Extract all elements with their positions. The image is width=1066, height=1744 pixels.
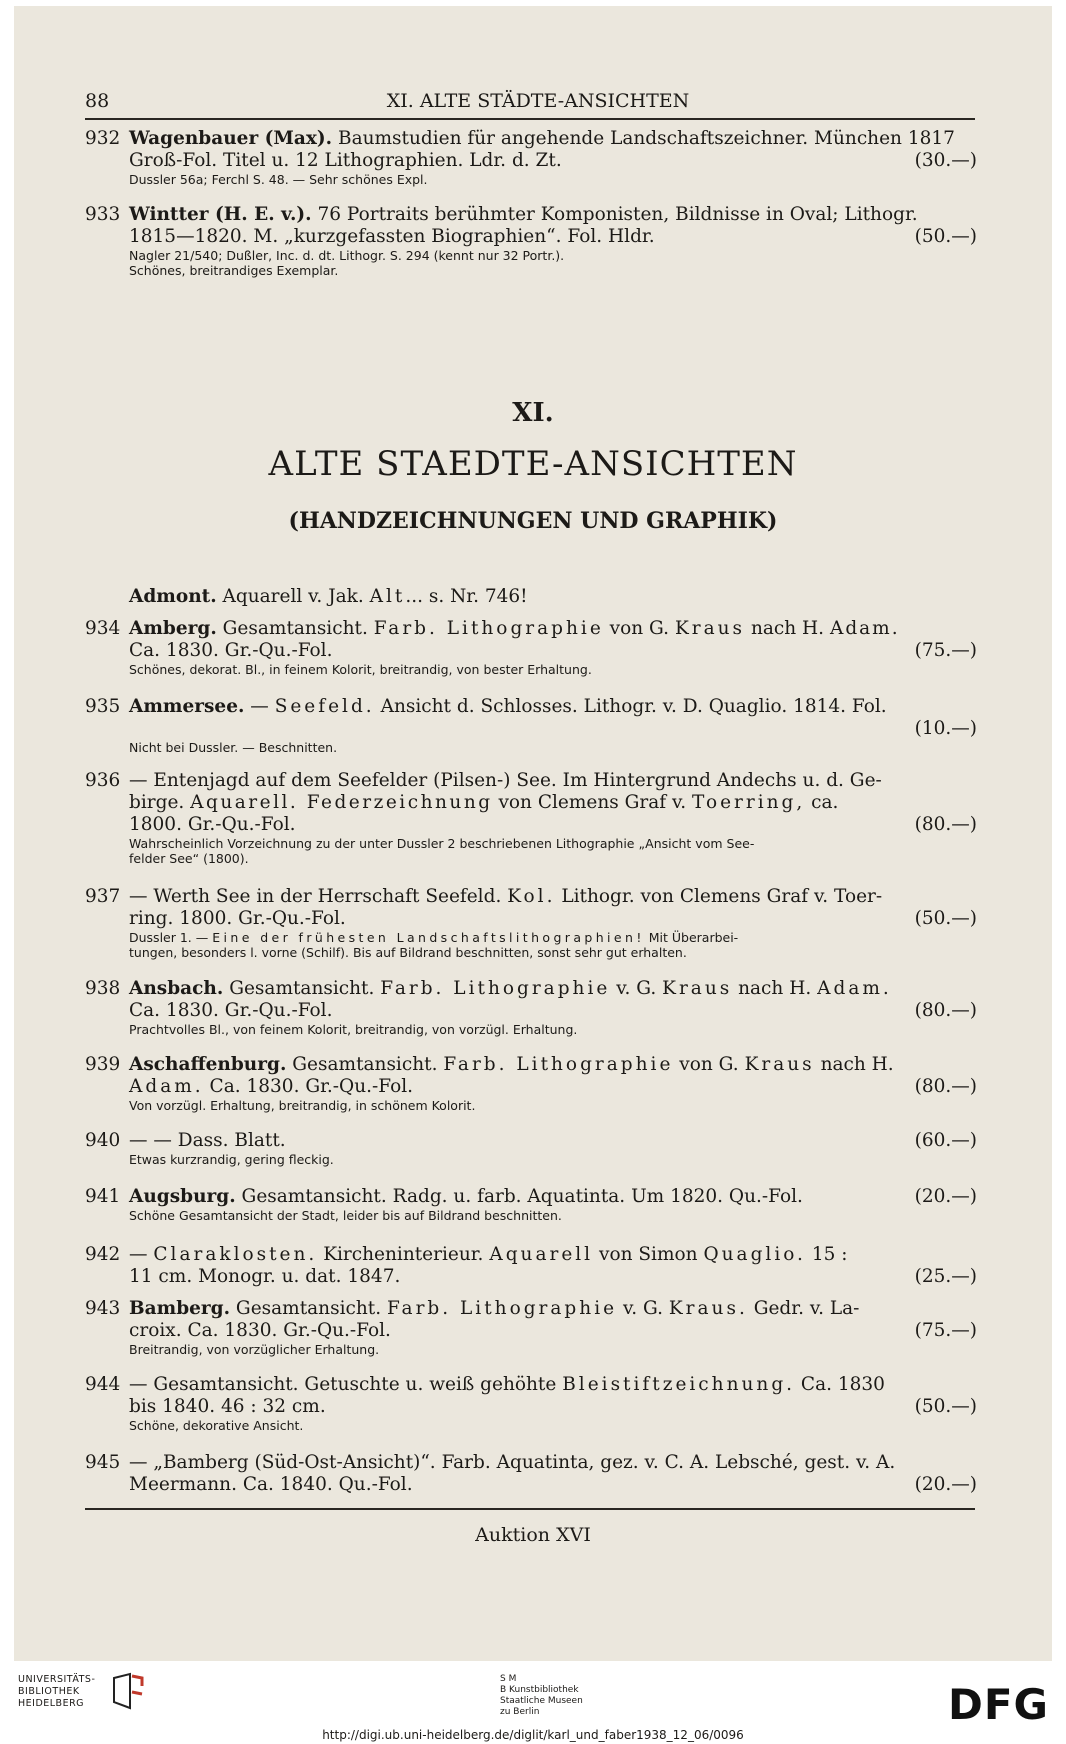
lot-price: (75.—) — [914, 640, 977, 661]
lot-text: 76 Portraits berühmter Komponisten, Bildnisse in Oval; Lithogr. — [311, 204, 918, 225]
page-number: 88 — [85, 90, 110, 112]
lot-text: — „Bamberg (Süd-Ost-Ansicht)“. Farb. Aquatinta, gez. v. C. A. Lebsché, gest. v. A. — [129, 1452, 896, 1473]
dfg-logo: DFG — [948, 1680, 1050, 1729]
lot-number: 945 — [85, 1452, 121, 1473]
lot-text-spaced: Farb. Lithographie — [373, 618, 604, 639]
lot-text: Meermann. Ca. 1840. Qu.-Fol. — [129, 1474, 413, 1495]
header-rule — [85, 118, 975, 120]
lot-text-spaced: Alt — [369, 586, 406, 607]
heidelberg-library-logo — [18, 1672, 148, 1720]
lot-text: — — [244, 696, 275, 717]
lot-number: 939 — [85, 1054, 121, 1075]
lot-price: (80.—) — [914, 814, 977, 835]
lot-note: Schönes, breitrandiges Exemplar. — [129, 263, 339, 278]
lot-text-spaced: Kol. — [507, 886, 556, 907]
lot-note: Breitrandig, von vorzüglicher Erhaltung. — [129, 1342, 380, 1357]
lot-933 — [85, 204, 977, 278]
lot-text-spaced: Adam. — [129, 1076, 204, 1097]
lot-note — [129, 930, 1021, 945]
lot-text-spaced: Farb. Lithographie — [380, 978, 611, 999]
lot-text-spaced: Farb. Lithographie — [386, 1298, 618, 1319]
lot-text: Gesamtansicht. Radg. u. farb. Aquatinta. Um 1820. Qu.-Fol. — [235, 1186, 803, 1207]
lot-price: (50.—) — [914, 226, 977, 247]
lot-945 — [85, 1452, 977, 1496]
lot-text-spaced: Kraus — [744, 1054, 815, 1075]
lot-943 — [85, 1298, 977, 1357]
lot-price: (10.—) — [914, 718, 977, 739]
lot-number: 943 — [85, 1298, 121, 1319]
lot-text: — Gesamtansicht. Getuschte u. weiß gehöhte — [129, 1374, 563, 1395]
lot-note: Prachtvolles Bl., von feinem Kolorit, breitrandig, von vorzügl. Erhaltung. — [129, 1022, 578, 1037]
lot-940 — [85, 1130, 977, 1167]
lot-text: Kircheninterieur. — [317, 1244, 490, 1265]
lot-text-spaced: Quaglio. — [703, 1244, 806, 1265]
lot-text: ring. 1800. Gr.-Qu.-Fol. — [129, 908, 346, 929]
lot-text: Ca. 1830. Gr.-Qu.-Fol. — [203, 1076, 414, 1097]
lot-name: Admont. — [129, 586, 217, 607]
lot-text: Gedr. v. La- — [747, 1298, 860, 1319]
source-url[interactable]: http://digi.ub.uni-heidelberg.de/diglit/karl_und_faber1938_12_06/0096 — [322, 1728, 744, 1742]
lot-number: 933 — [85, 204, 121, 225]
lot-price: (20.—) — [914, 1474, 977, 1495]
lot-name: Aschaffenburg. — [129, 1054, 287, 1075]
note-text-spaced: Eine der frühesten Landschaftslithographien! — [212, 930, 645, 945]
logo-text: HEIDELBERG — [18, 1698, 85, 1709]
lot-text: Ansicht d. Schlosses. Lithogr. v. D. Quaglio. 1814. Fol. — [374, 696, 887, 717]
lot-text: — — Dass. Blatt. — [129, 1130, 286, 1151]
lot-text-spaced: Adam. — [829, 618, 900, 639]
running-title: XI. ALTE STÄDTE-ANSICHTEN — [386, 90, 690, 112]
lot-text: von G. — [673, 1054, 745, 1075]
lot-number: 940 — [85, 1130, 121, 1151]
lot-text: — Entenjagd auf dem Seefelder (Pilsen-) See. Im Hintergrund Andechs u. d. Ge- — [129, 770, 882, 791]
lot-note: Nicht bei Dussler. — Beschnitten. — [129, 740, 338, 755]
logo-text: Staatliche Museen — [500, 1696, 583, 1706]
lot-price: (75.—) — [914, 1320, 977, 1341]
lot-note: Wahrscheinlich Vorzeichnung zu der unter Dussler 2 beschriebenen Lithographie „Ansicht vom See- — [129, 836, 755, 851]
lot-text: Aquarell v. Jak. — [216, 586, 370, 607]
lot-text: Gesamtansicht. — [230, 1298, 387, 1319]
lot-number: 932 — [85, 128, 121, 149]
lot-price: (50.—) — [914, 908, 977, 929]
lot-text: Ca. 1830. Gr.-Qu.-Fol. — [129, 640, 333, 661]
lot-text: ... s. Nr. 746! — [405, 586, 528, 607]
lot-price: (60.—) — [914, 1130, 977, 1151]
lot-note: tungen, besonders l. vorne (Schilf). Bis auf Bildrand beschnitten, sonst sehr gut erhalten. — [129, 945, 687, 960]
lot-text-spaced: Bleistiftzeichnung. — [562, 1374, 796, 1395]
auction-label: Auktion XVI — [475, 1524, 591, 1546]
lot-name: Wintter (H. E. v.). — [129, 204, 312, 225]
footer-rule — [85, 1508, 975, 1510]
lot-text-spaced: Claraklosten. — [153, 1244, 318, 1265]
lot-text: Ca. 1830 — [795, 1374, 885, 1395]
lot-price: (20.—) — [914, 1186, 977, 1207]
lot-name: Wagenbauer (Max). — [129, 128, 333, 149]
lot-text: 1815—1820. M. „kurzgefassten Biographien“. Fol. Hldr. — [129, 226, 655, 247]
lot-number: 938 — [85, 978, 121, 999]
logo-text: S M — [500, 1674, 517, 1684]
lot-text: — — [129, 1244, 154, 1265]
lot-text: birge. — [129, 792, 191, 813]
lot-932 — [85, 128, 977, 187]
lot-number: 942 — [85, 1244, 121, 1265]
lot-text: 1800. Gr.-Qu.-Fol. — [129, 814, 296, 835]
lot-note: Schönes, dekorat. Bl., in feinem Kolorit, breitrandig, von bester Erhaltung. — [129, 662, 592, 677]
lot-price: (30.—) — [914, 150, 977, 171]
lot-text: nach H. — [732, 978, 818, 999]
lot-name: Augsburg. — [129, 1186, 236, 1207]
heidelberg-emblem-icon — [110, 1672, 144, 1712]
lot-text-spaced: Adam. — [817, 978, 892, 999]
lot-text: von Simon — [593, 1244, 704, 1265]
lot-text: von Clemens Graf v. — [492, 792, 693, 813]
lot-text: nach H. — [814, 1054, 894, 1075]
lot-text: nach H. — [745, 618, 830, 639]
lot-text: Groß-Fol. Titel u. 12 Lithographien. Ldr. d. Zt. — [129, 150, 562, 171]
lot-938 — [85, 978, 977, 1037]
lot-name: Ansbach. — [129, 978, 224, 999]
lot-text-spaced: Aquarell — [489, 1244, 594, 1265]
lot-note: felder See“ (1800). — [129, 851, 249, 866]
lot-934 — [85, 618, 977, 677]
section-subtitle: (HANDZEICHNUNGEN UND GRAPHIK) — [288, 508, 778, 534]
lot-name: Amberg. — [129, 618, 217, 639]
lot-note: Etwas kurzrandig, gering fleckig. — [129, 1152, 334, 1167]
section-title: ALTE STAEDTE-ANSICHTEN — [268, 444, 798, 484]
lot-note: Dussler 56a; Ferchl S. 48. — Sehr schönes Expl. — [129, 172, 428, 187]
lot-price: (80.—) — [914, 1076, 977, 1097]
lot-text: Lithogr. von Clemens Graf v. Toer- — [555, 886, 883, 907]
lot-944 — [85, 1374, 977, 1433]
lot-text: v. G. — [617, 1298, 669, 1319]
lot-number: 941 — [85, 1186, 121, 1207]
lot-number: 936 — [85, 770, 121, 791]
lot-text: — Werth See in der Herrschaft Seefeld. — [129, 886, 508, 907]
smb-kunstbibliothek-logo — [500, 1674, 583, 1718]
lot-text-spaced: Kraus. — [668, 1298, 748, 1319]
lot-text: von G. — [603, 618, 675, 639]
lot-text-spaced: Kraus — [662, 978, 733, 999]
lot-text: croix. Ca. 1830. Gr.-Qu.-Fol. — [129, 1320, 391, 1341]
lot-note: Schöne, dekorative Ansicht. — [129, 1418, 304, 1433]
note-text: Mit Überarbei- — [644, 930, 739, 945]
lot-note: Schöne Gesamtansicht der Stadt, leider bis auf Bildrand beschnitten. — [129, 1208, 562, 1223]
lot-text: 11 cm. Monogr. u. dat. 1847. — [129, 1266, 401, 1287]
lot-text: Gesamtansicht. — [286, 1054, 444, 1075]
lot-text: ca. — [805, 792, 839, 813]
entry-admont — [85, 586, 977, 608]
lot-text: Baumstudien für angehende Landschaftszeichner. München 1817 — [332, 128, 955, 149]
logo-text: B Kunstbibliothek — [500, 1685, 579, 1695]
logo-text: UNIVERSITÄTS- — [18, 1674, 96, 1685]
lot-text-spaced: Seefeld. — [274, 696, 375, 717]
lot-price: (50.—) — [914, 1396, 977, 1417]
lot-name: Ammersee. — [129, 696, 245, 717]
lot-text-spaced: Toerring, — [692, 792, 806, 813]
logo-text: zu Berlin — [500, 1707, 540, 1717]
note-text: Dussler 1. — — [129, 930, 213, 945]
lot-936 — [85, 770, 977, 866]
lot-942 — [85, 1244, 977, 1288]
logo-text: BIBLIOTHEK — [18, 1686, 80, 1697]
lot-939 — [85, 1054, 977, 1113]
lot-text: bis 1840. 46 : 32 cm. — [129, 1396, 326, 1417]
lot-text: Gesamtansicht. — [216, 618, 374, 639]
lot-name: Bamberg. — [129, 1298, 231, 1319]
section-number: XI. — [512, 398, 554, 428]
lot-note: Nagler 21/540; Dußler, Inc. d. dt. Lithogr. S. 294 (kennt nur 32 Portr.). — [129, 248, 565, 263]
lot-941 — [85, 1186, 977, 1223]
lot-text: Ca. 1830. Gr.-Qu.-Fol. — [129, 1000, 333, 1021]
lot-price: (25.—) — [914, 1266, 977, 1287]
lot-text-spaced: Farb. Lithographie — [443, 1054, 674, 1075]
lot-note: Von vorzügl. Erhaltung, breitrandig, in schönem Kolorit. — [129, 1098, 476, 1113]
lot-text: 15 : — [805, 1244, 848, 1265]
lot-price: (80.—) — [914, 1000, 977, 1021]
lot-number: 937 — [85, 886, 121, 907]
lot-number: 944 — [85, 1374, 121, 1395]
lot-text-spaced: Kraus — [674, 618, 746, 639]
lot-937 — [85, 886, 977, 960]
lot-number: 934 — [85, 618, 121, 639]
lot-text: Gesamtansicht. — [223, 978, 381, 999]
lot-text-spaced: Aquarell. Federzeichnung — [190, 792, 493, 813]
lot-number: 935 — [85, 696, 121, 717]
lot-text: v. G. — [610, 978, 663, 999]
lot-935 — [85, 696, 977, 755]
